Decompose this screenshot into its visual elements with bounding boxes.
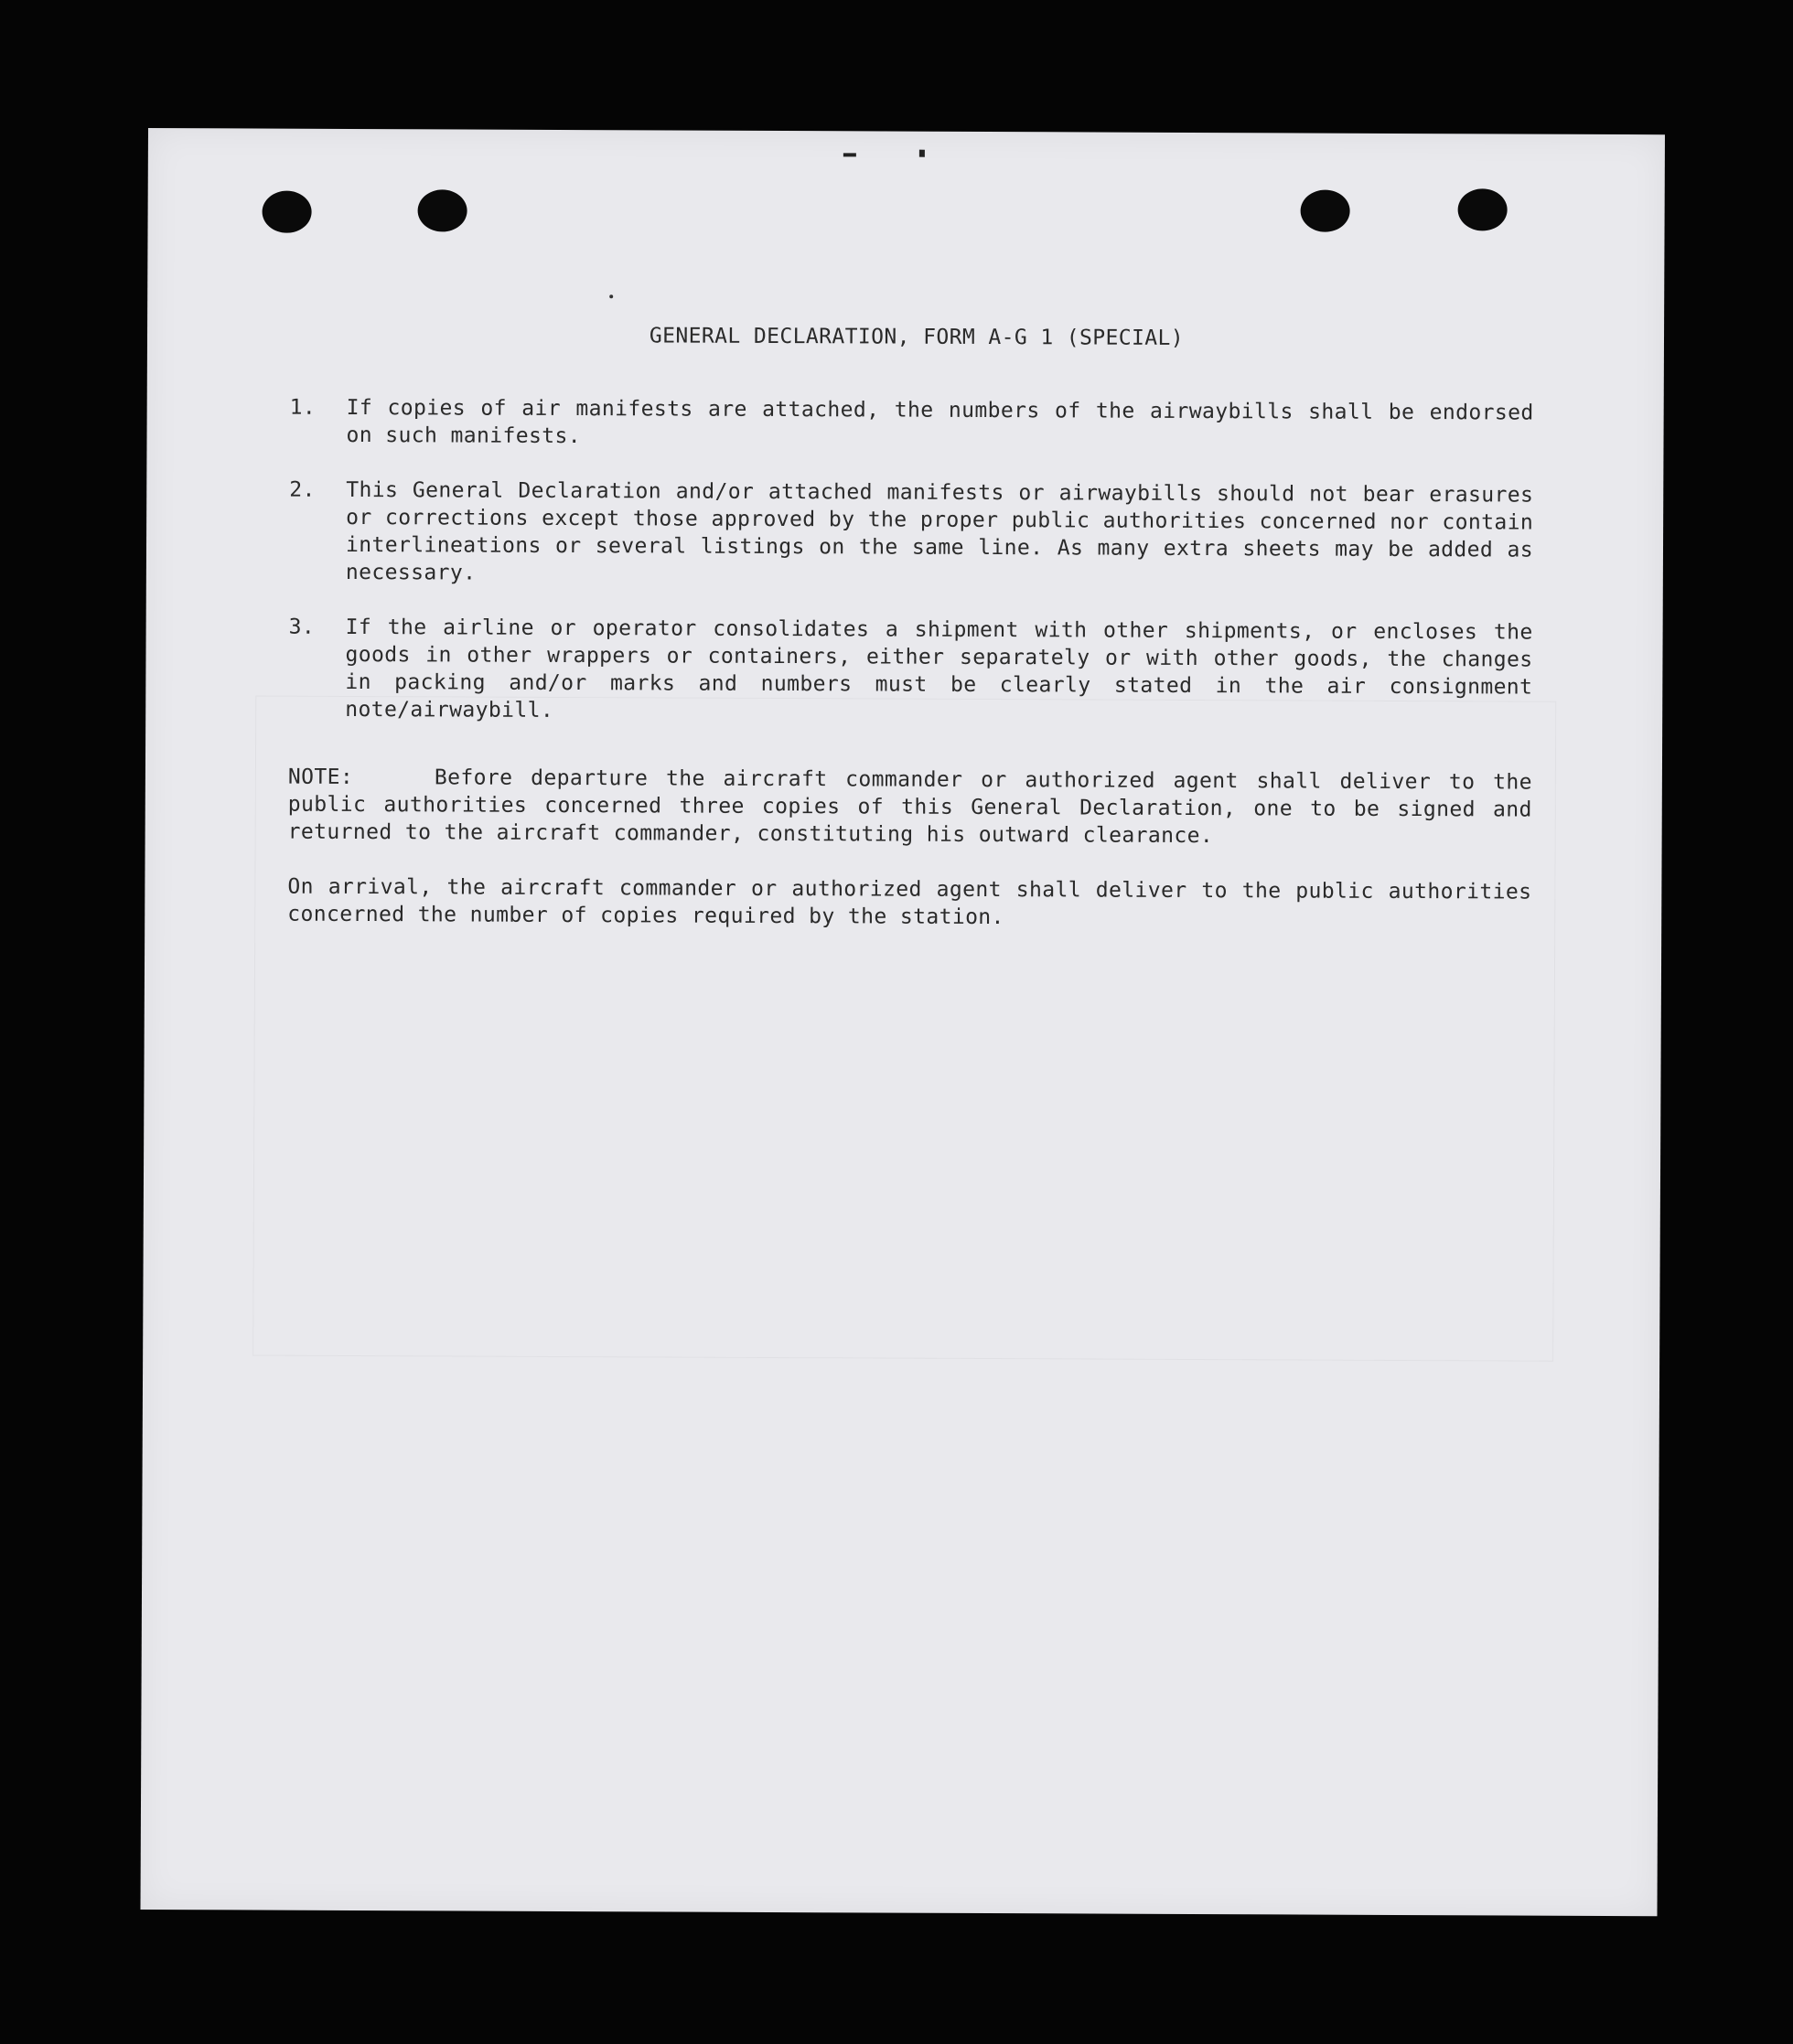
punch-hole [418, 189, 467, 231]
document-title: GENERAL DECLARATION, FORM A-G 1 (SPECIAL) [649, 324, 1185, 350]
list-item [289, 394, 1533, 455]
document-page [141, 128, 1665, 1916]
paper-speck [609, 294, 613, 298]
item-number: 2. [289, 477, 316, 502]
note-block [288, 764, 1532, 851]
list-item [289, 476, 1534, 592]
punch-hole [1458, 188, 1508, 230]
note-paragraph [288, 764, 1532, 851]
note-label: NOTE: [287, 765, 354, 789]
item-text: This General Declaration and/or attached manifests or airwaybills should not bear erasures or corrections except those approved by the proper public authorities concerned nor contain interlineations or several listings on the same line. As many extra sheets may be added as necessary. [345, 477, 1534, 585]
punch-hole [1301, 189, 1350, 231]
scan-mark [919, 150, 925, 157]
list-item [288, 614, 1533, 729]
arrival-paragraph: On arrival, the aircraft commander or authorized agent shall deliver to the public authorities concerned the number of copies required by the station. [287, 874, 1532, 930]
item-text: If the airline or operator consolidates a shipment with other shipments, or encloses the goods in other wrappers or containers, either separately or with other goods, the changes in packing and/or marks and numbers must be clearly stated in the air consignment note/airwaybill. [345, 615, 1533, 722]
item-number: 3. [288, 615, 316, 639]
punch-hole [263, 191, 312, 233]
note-text: Before departure the aircraft commander or authorized agent shall deliver to the public authorities concerned three copies of this General Declaration, one to be signed and returned to the aircraft commander, constituting his outward clearance. [287, 765, 1532, 849]
item-text: If copies of air manifests are attached, the numbers of the airwaybills shall be endorsed on such manifests. [346, 395, 1534, 449]
item-number: 1. [289, 395, 317, 420]
document-body [287, 321, 1534, 934]
scan-mark [843, 153, 856, 156]
